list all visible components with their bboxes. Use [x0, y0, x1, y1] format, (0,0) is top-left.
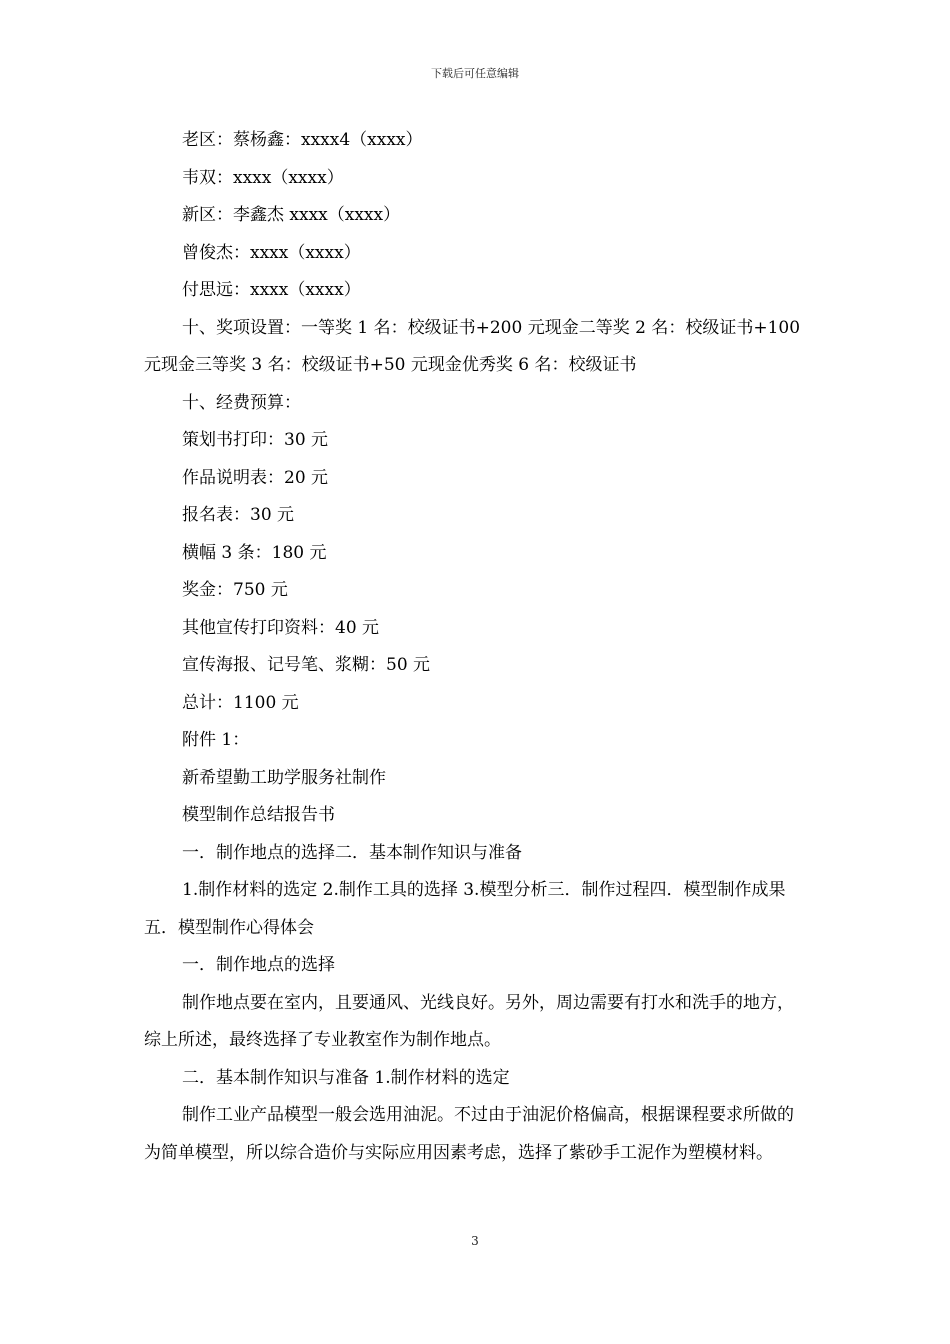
paragraph-awards: 十、奖项设置：一等奖 1 名：校级证书+200 元现金二等奖 2 名：校级证书+100 元现金三等奖 3 名：校级证书+50 元现金优秀奖 6 名：校级证书	[144, 317, 801, 375]
paragraph-budget-heading: 十、经费预算：	[182, 392, 301, 413]
budget-item: 作品说明表：20 元	[182, 467, 329, 488]
paragraph-wei-shuang: 韦双：xxxx（xxxx）	[182, 167, 344, 188]
budget-item: 报名表：30 元	[182, 505, 295, 525]
attachment-label: 附件 1：	[182, 730, 250, 750]
budget-item: 宣传海报、记号笔、浆糊：50 元	[182, 655, 431, 675]
paragraph-old-district: 老区：蔡杨鑫：xxxx4（xxxx）	[182, 130, 423, 150]
section-heading-materials: 二．基本制作知识与准备 1.制作材料的选定	[182, 1067, 510, 1088]
document-body	[144, 122, 808, 1172]
attachment-title: 模型制作总结报告书	[182, 805, 335, 825]
budget-item: 奖金：750 元	[182, 580, 288, 600]
paragraph-materials-body: 制作工业产品模型一般会选用油泥。不过由于油泥价格偏高，根据课程要求所做的为简单模型，所以综合造价与实际应用因素考虑，选择了紫砂手工泥作为塑模材料。	[144, 1105, 794, 1163]
paragraph-fu-siyuan: 付思远：xxxx（xxxx）	[182, 280, 361, 300]
toc-line: 一．制作地点的选择二．基本制作知识与准备	[182, 842, 522, 863]
paragraph-location-body: 制作地点要在室内，且要通风、光线良好。另外，周边需要有打水和洗手的地方，综上所述，最终选择了专业教室作为制作地点。	[144, 992, 794, 1050]
budget-item: 策划书打印：30 元	[182, 430, 329, 450]
page-number: 3	[471, 1234, 479, 1248]
toc-line: 1.制作材料的选定 2.制作工具的选择 3.模型分析三．制作过程四．模型制作成果五．模型制作心得体会	[144, 880, 786, 938]
attachment-org: 新希望勤工助学服务社制作	[182, 767, 386, 788]
budget-item: 横幅 3 条：180 元	[182, 542, 327, 563]
paragraph-zeng-junjie: 曾俊杰：xxxx（xxxx）	[182, 242, 361, 263]
paragraph-new-district: 新区：李鑫杰 xxxx（xxxx）	[182, 205, 401, 225]
budget-item: 其他宣传打印资料：40 元	[182, 617, 380, 638]
budget-total: 总计：1100 元	[182, 692, 299, 713]
page-header: 下载后可任意编辑	[431, 67, 519, 80]
section-heading-location: 一．制作地点的选择	[182, 955, 335, 975]
